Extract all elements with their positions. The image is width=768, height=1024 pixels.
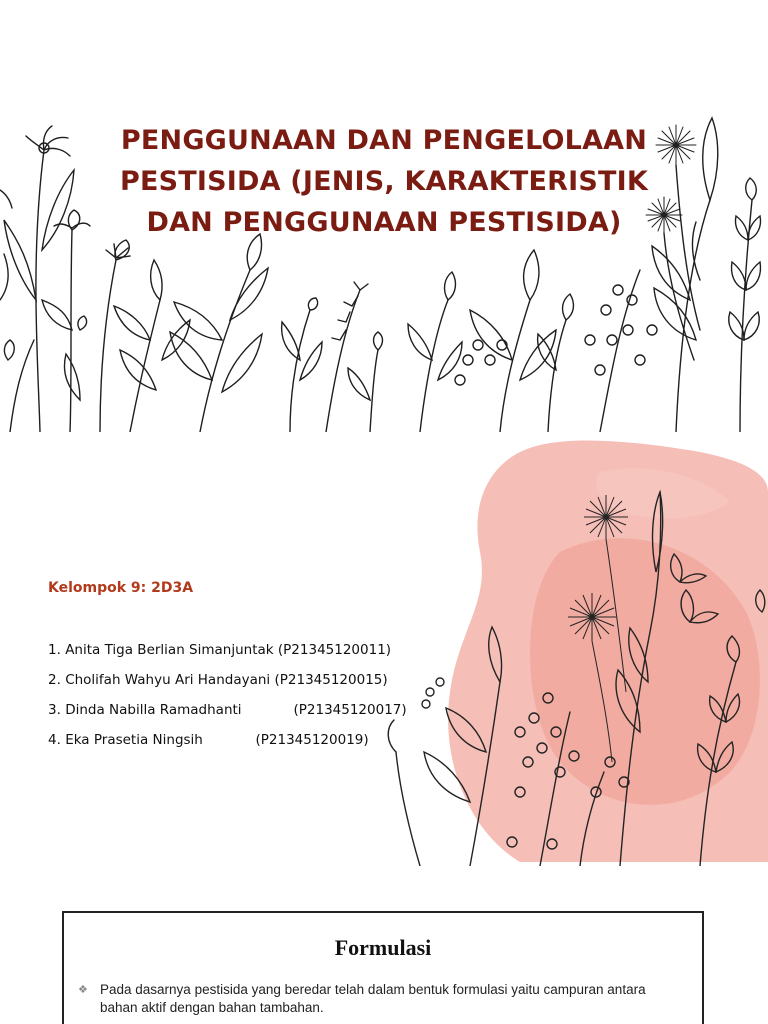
member-number: 3. <box>48 702 61 718</box>
title-slide <box>0 0 768 432</box>
title-line-3: DAN PENGGUNAAN PESTISIDA) <box>146 207 622 238</box>
member-name: Cholifah Wahyu Ari Handayani <box>65 672 271 688</box>
title-line-1: PENGGUNAAN DAN PENGELOLAAN <box>120 125 648 156</box>
member-nim: (P21345120015) <box>274 672 388 688</box>
member-nim: (P21345120019) <box>255 732 369 748</box>
formulation-box <box>62 911 704 1024</box>
formulation-point <box>78 981 668 1017</box>
list-item <box>48 700 407 730</box>
member-number: 2. <box>48 672 61 688</box>
member-nim: (P21345120017) <box>293 702 407 718</box>
diamond-bullet-icon: ❖ <box>78 984 88 996</box>
member-name: Eka Prasetia Ningsih <box>65 732 203 748</box>
member-number: 1. <box>48 642 61 658</box>
formulation-slide <box>0 866 768 1024</box>
group-label: Kelompok 9: 2D3A <box>48 580 194 596</box>
formulation-text: Pada dasarnya pestisida yang beredar telah dalam bentuk formulasi yaitu campuran antara bahan aktif dengan bahan tambahan. <box>100 982 646 1015</box>
member-name: Dinda Nabilla Ramadhanti <box>65 702 242 718</box>
title-line-2: PESTISIDA (JENIS, KARAKTERISTIK <box>119 166 649 197</box>
list-item <box>48 640 407 670</box>
list-item <box>48 730 407 760</box>
member-nim: (P21345120011) <box>277 642 392 658</box>
group-members-slide <box>0 432 768 866</box>
main-title <box>84 120 684 243</box>
member-number: 4. <box>48 732 61 748</box>
formulation-title: Formulasi <box>334 935 432 960</box>
list-item <box>48 670 407 700</box>
member-name: Anita Tiga Berlian Simanjuntak <box>65 642 274 658</box>
member-list <box>48 640 407 760</box>
